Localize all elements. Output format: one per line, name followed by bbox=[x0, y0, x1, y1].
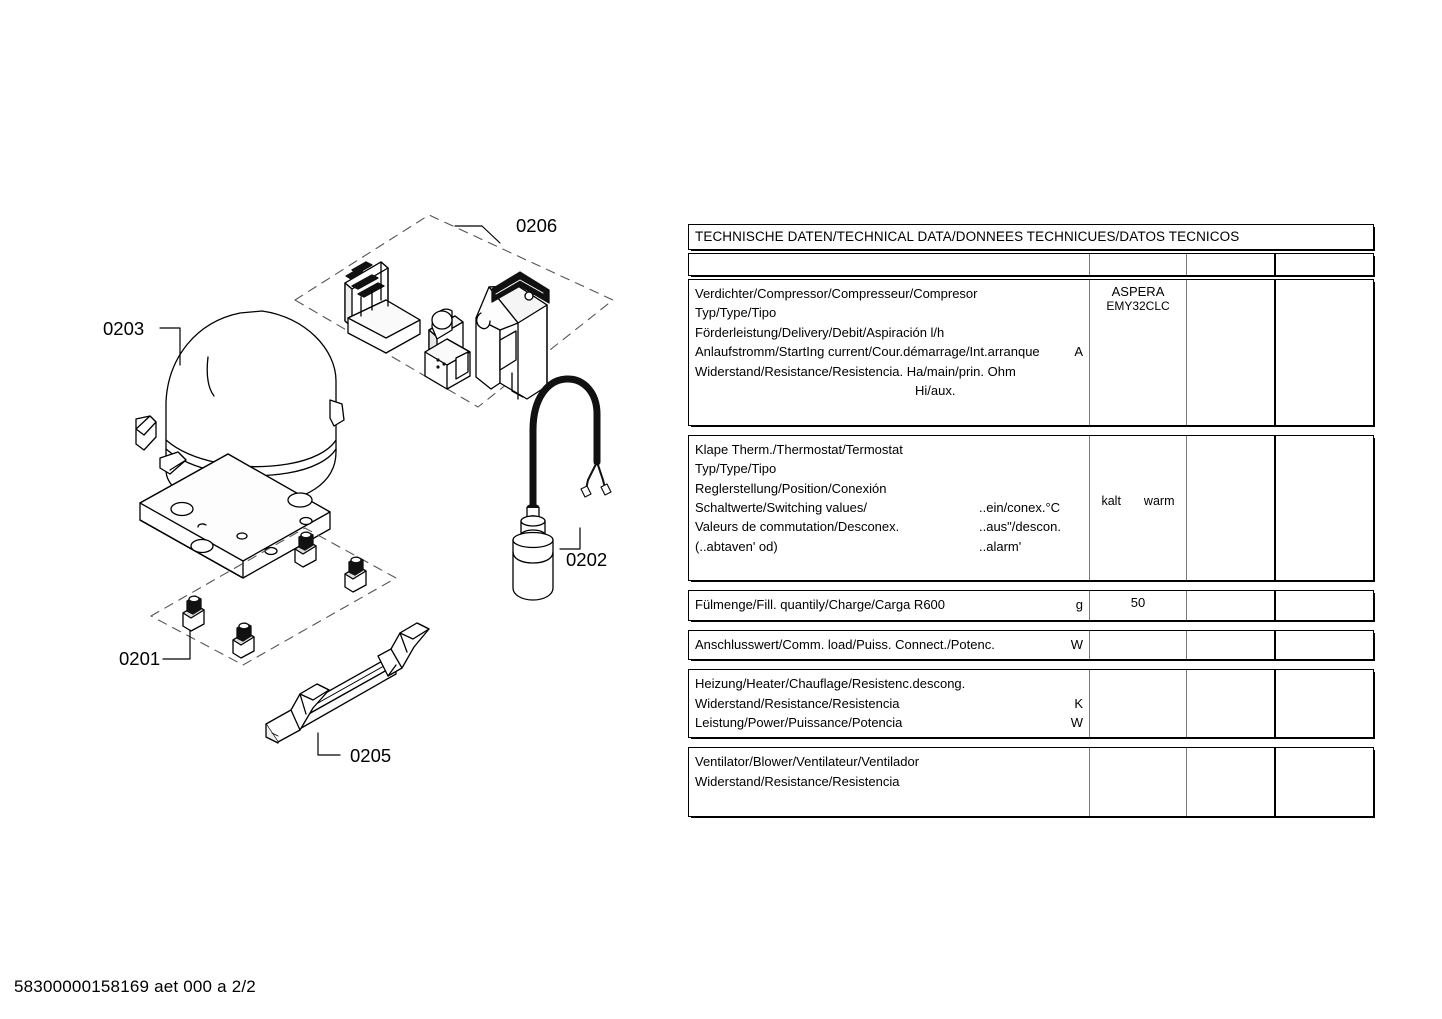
thermostat-labels bbox=[689, 436, 1089, 581]
connected-load-value-cell-1 bbox=[1089, 631, 1186, 659]
table-block-connected-load bbox=[688, 630, 1374, 660]
blower-value-cell-1 bbox=[1089, 748, 1186, 815]
compressor-model: EMY32CLC bbox=[1106, 299, 1170, 313]
table-title: TECHNISCHE DATEN/TECHNICAL DATA/DONNEES TECHNICUES/DATOS TECNICOS bbox=[695, 229, 1240, 244]
header-label-cell bbox=[689, 254, 1089, 275]
compressor-unit-4: A bbox=[1074, 344, 1083, 360]
heater-unit-2: K bbox=[1074, 695, 1083, 711]
compressor-line-3: Förderleistung/Delivery/Debit/Aspiración l/h bbox=[695, 324, 945, 340]
thermostat-mid-4: ..ein/conex.°C bbox=[979, 499, 1061, 515]
fill-quantity-value-cell-2 bbox=[1186, 591, 1274, 619]
heater-value-cell-3 bbox=[1274, 670, 1373, 737]
heater-line-3: Leistung/Power/Puissance/Potencia bbox=[695, 715, 903, 731]
compressor-value-cell-3 bbox=[1274, 280, 1373, 425]
thermostat-value-cell-1 bbox=[1089, 436, 1186, 581]
heater-unit-3: W bbox=[1070, 715, 1083, 731]
table-title-block bbox=[688, 224, 1374, 250]
table-block-blower bbox=[688, 747, 1374, 816]
thermostat-value-cell-3 bbox=[1274, 436, 1373, 581]
header-value-cell-3 bbox=[1274, 254, 1373, 275]
compressor-value-cell-2 bbox=[1186, 280, 1274, 425]
fill-quantity-label: Fülmenge/Fill. quantily/Charge/Carga R600 bbox=[695, 597, 946, 613]
connected-load-label: Anschlusswert/Comm. load/Puiss. Connect./Potenc. bbox=[695, 636, 995, 652]
fill-quantity-unit: g bbox=[1075, 597, 1083, 613]
callout-leader-0205 bbox=[318, 733, 340, 755]
compressor-line-2: Typ/Type/Tipo bbox=[695, 305, 777, 321]
thermostat-setting-warm: warm bbox=[1143, 493, 1175, 508]
heater-value-cell-1 bbox=[1089, 670, 1186, 737]
part-terminal-cover-0206 bbox=[476, 272, 549, 399]
callout-leader-0201 bbox=[163, 630, 190, 659]
document-id-footer: 58300000158169 aet 000 a 2/2 bbox=[14, 977, 256, 996]
callout-label-0205: 0205 bbox=[350, 745, 392, 766]
thermostat-mid-6: ..alarm' bbox=[979, 538, 1022, 554]
thermostat-line-2: Typ/Type/Tipo bbox=[695, 461, 777, 477]
heater-value-cell-2 bbox=[1186, 670, 1274, 737]
table-column-header-strip bbox=[688, 253, 1374, 276]
callout-leader-0202 bbox=[560, 528, 580, 549]
blower-line-1: Ventilator/Blower/Ventilateur/Ventilador bbox=[695, 754, 920, 770]
blower-line-2: Widerstand/Resistance/Resistencia bbox=[695, 773, 900, 789]
compressor-line-5: Widerstand/Resistance/Resistencia. Ha/main/prin. Ohm bbox=[695, 363, 1016, 379]
fill-quantity-label-cell bbox=[689, 591, 1089, 619]
callout-leader-0206 bbox=[455, 226, 500, 243]
table-block-compressor bbox=[688, 279, 1374, 426]
thermostat-line-1: Klape Therm./Thermostat/Termostat bbox=[695, 441, 903, 457]
thermostat-line-4: Schaltwerte/Switching values/ bbox=[695, 499, 867, 515]
thermostat-value-cell-2 bbox=[1186, 436, 1274, 581]
compressor-line-6: Hi/aux. bbox=[915, 382, 956, 398]
part-overload-protector-0206 bbox=[425, 309, 470, 389]
table-block-fill-quantity bbox=[688, 590, 1374, 620]
fill-quantity-value-cell-1 bbox=[1089, 591, 1186, 619]
connected-load-unit: W bbox=[1070, 636, 1083, 652]
compressor-line-1: Verdichter/Compressor/Compresseur/Compresor bbox=[695, 286, 978, 301]
exploded-parts-diagram bbox=[0, 0, 680, 1019]
callout-label-0202: 0202 bbox=[566, 549, 608, 570]
thermostat-line-6: (..abtaven' od) bbox=[695, 538, 778, 554]
compressor-labels bbox=[689, 280, 1089, 425]
thermostat-line-5: Valeurs de commutation/Desconex. bbox=[695, 519, 900, 535]
blower-value-cell-3 bbox=[1274, 748, 1373, 815]
callout-label-0201: 0201 bbox=[119, 648, 161, 669]
header-value-cell-1 bbox=[1089, 254, 1186, 275]
heater-labels bbox=[689, 670, 1089, 737]
blower-labels bbox=[689, 748, 1089, 815]
fill-quantity-value: 50 bbox=[1130, 595, 1146, 611]
part-relay-module-0206 bbox=[345, 262, 420, 353]
table-block-heater bbox=[688, 669, 1374, 738]
blower-value-cell-2 bbox=[1186, 748, 1274, 815]
header-value-cell-2 bbox=[1186, 254, 1274, 275]
part-bracket-0205 bbox=[266, 623, 429, 743]
connected-load-value-cell-2 bbox=[1186, 631, 1274, 659]
callout-label-0203: 0203 bbox=[103, 318, 145, 339]
technical-data-table bbox=[688, 224, 1374, 826]
thermostat-line-3: Reglerstellung/Position/Conexión bbox=[695, 480, 887, 496]
heater-line-2: Widerstand/Resistance/Resistencia bbox=[695, 695, 900, 711]
heater-line-1: Heizung/Heater/Chauflage/Resistenc.descong. bbox=[695, 676, 966, 692]
compressor-line-4: Anlaufstromm/StartIng current/Cour.démarrage/Int.arranque bbox=[695, 344, 1040, 360]
compressor-make: ASPERA bbox=[1111, 284, 1165, 299]
thermostat-setting-cold: kalt bbox=[1101, 493, 1121, 508]
table-block-thermostat bbox=[688, 435, 1374, 582]
thermostat-mid-5: ..aus"/descon. bbox=[979, 519, 1061, 535]
callout-label-0206: 0206 bbox=[516, 215, 558, 236]
compressor-value-cell-1 bbox=[1089, 280, 1186, 425]
connected-load-value-cell-3 bbox=[1274, 631, 1373, 659]
fill-quantity-value-cell-3 bbox=[1274, 591, 1373, 619]
diagram-canvas bbox=[0, 0, 680, 1019]
connected-load-label-cell bbox=[689, 631, 1089, 659]
